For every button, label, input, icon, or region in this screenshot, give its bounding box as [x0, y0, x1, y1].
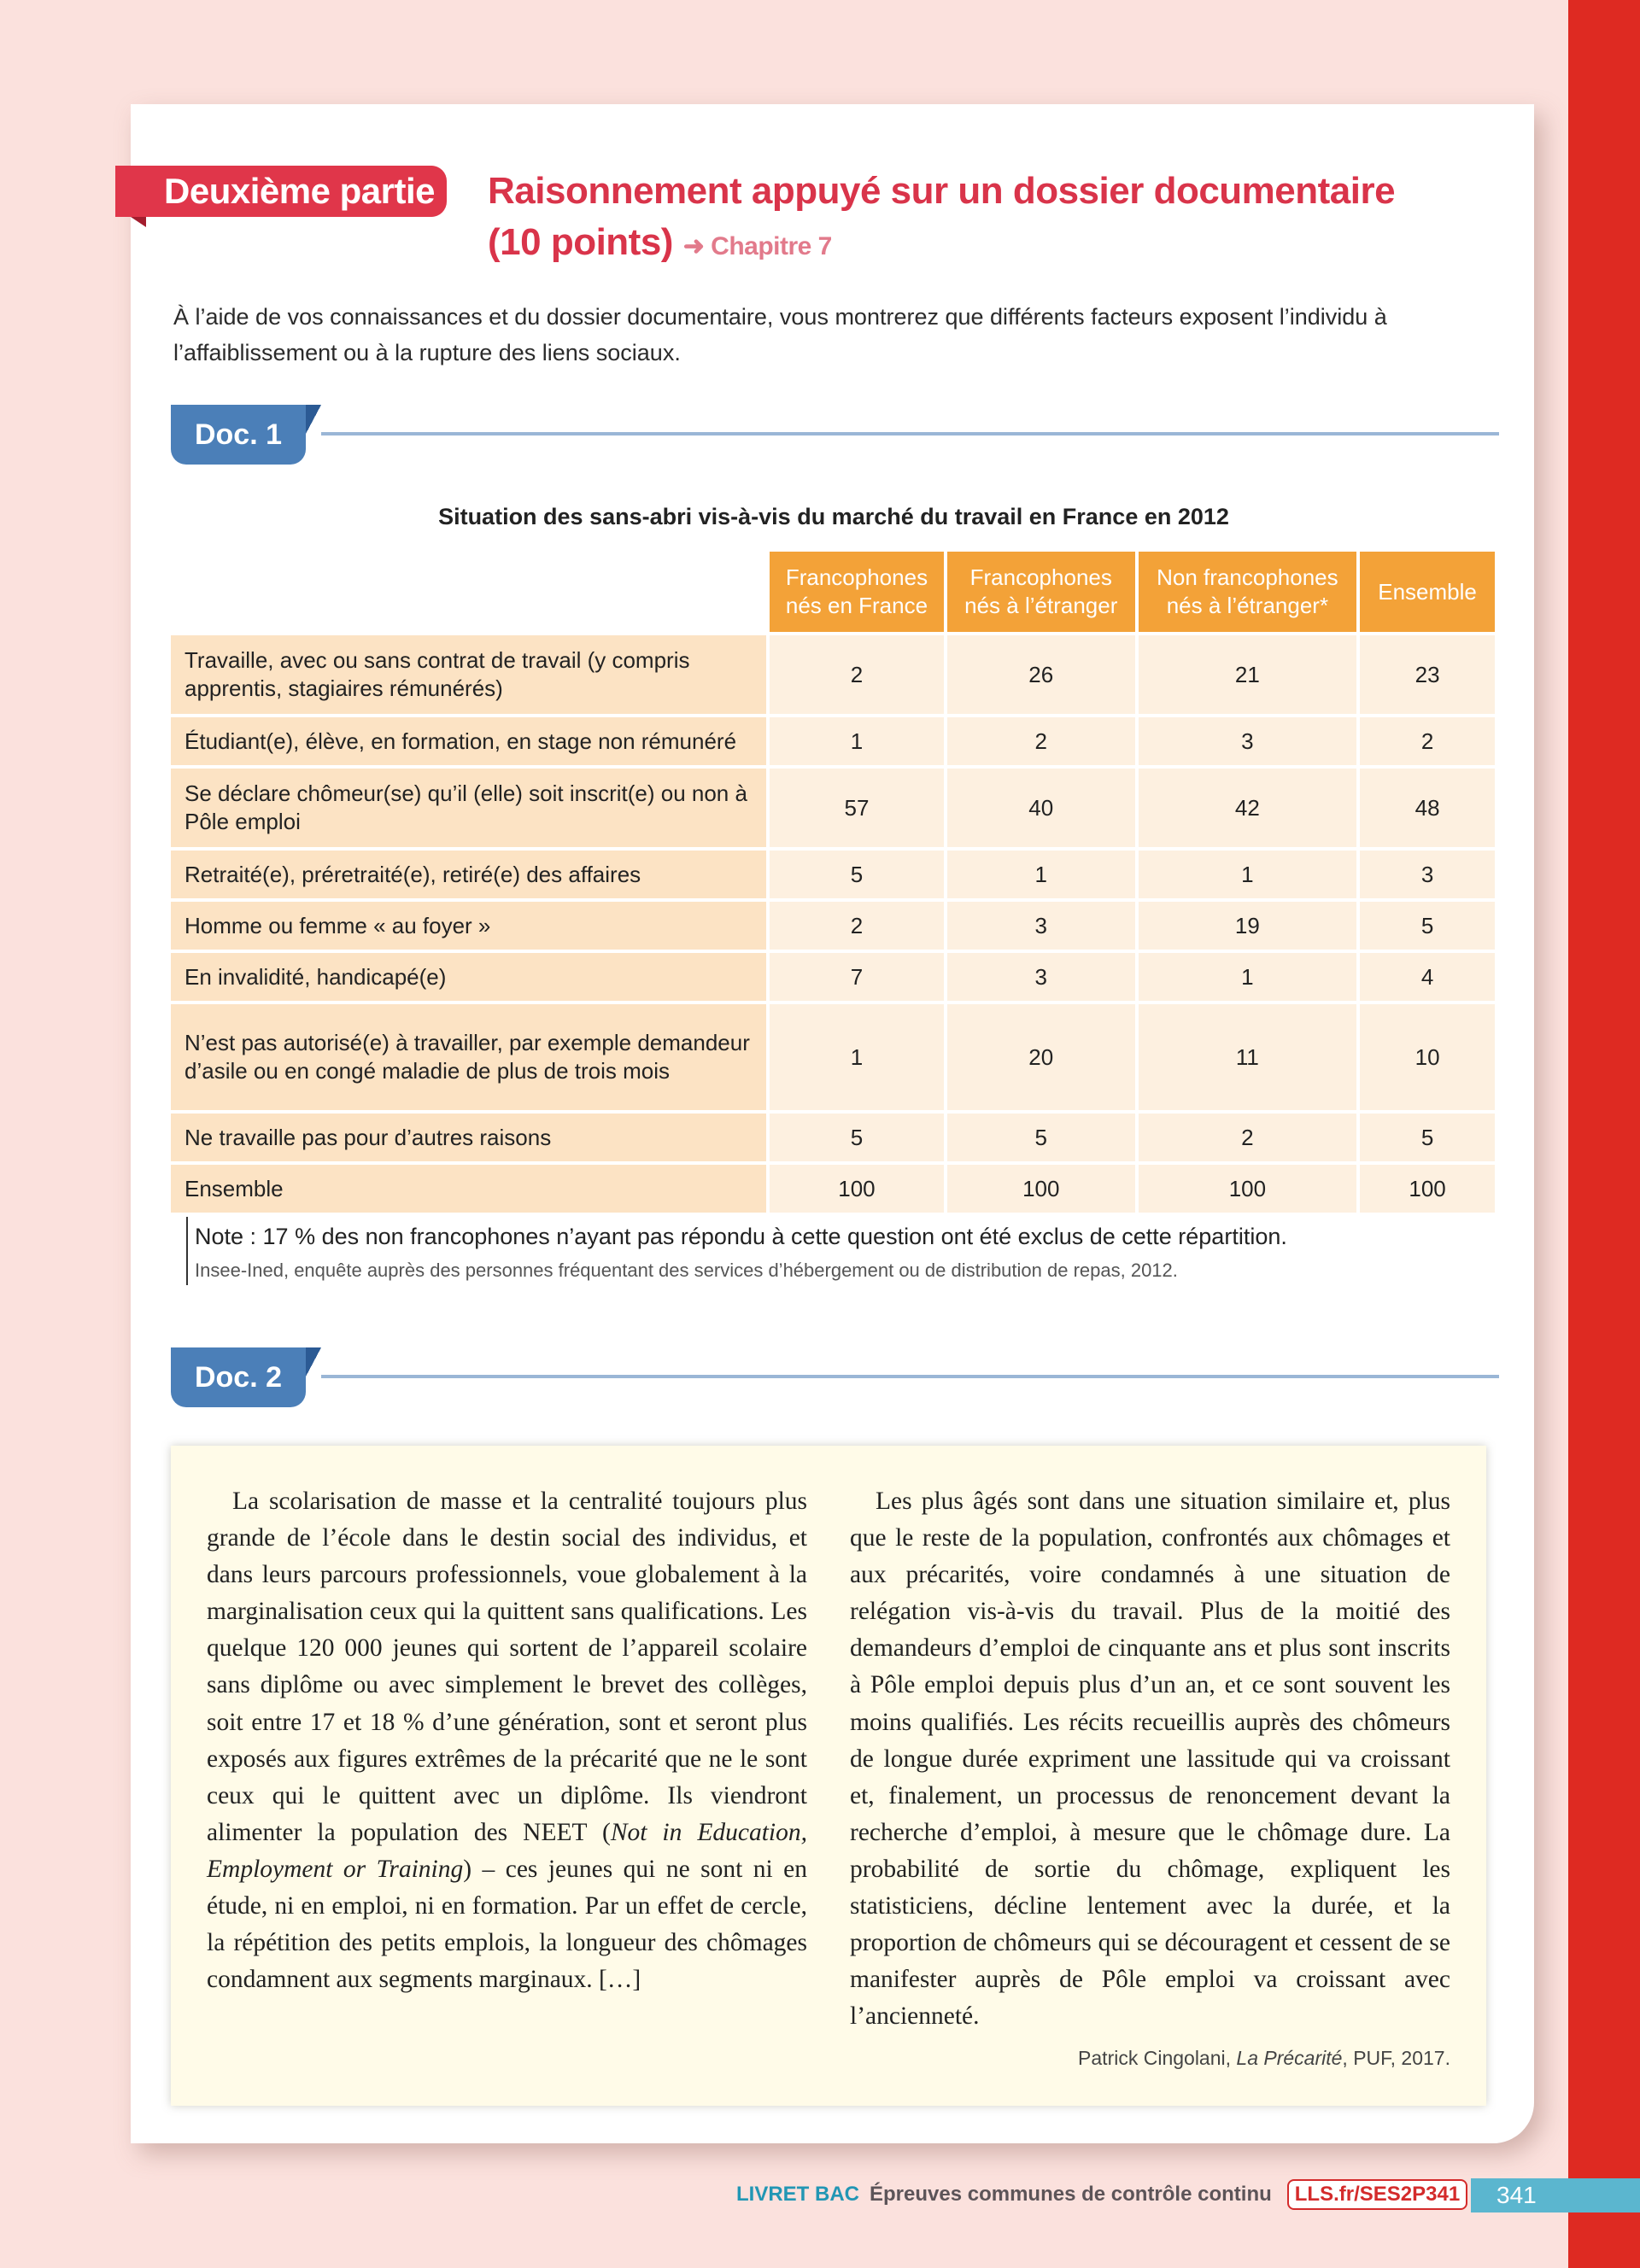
- doc-tag-fold: [306, 405, 321, 434]
- doc-tag-fold: [306, 1347, 321, 1377]
- row-label: N’est pas autorisé(e) à travailler, par exemple demandeur d’asile ou en congé maladie de plus de trois mois: [171, 1004, 766, 1110]
- table-header-row: [171, 552, 1495, 632]
- neet-definition: Not in Education, Employment or Training: [207, 1818, 807, 1883]
- cell: 3: [947, 953, 1135, 1001]
- cell: 42: [1139, 769, 1357, 847]
- cell: 2: [947, 717, 1135, 765]
- table-source: Insee-Ined, enquête auprès des personnes fréquentant des services d’hébergement ou de distribution de repas, 2012.: [195, 1260, 1178, 1281]
- doc-divider: [321, 1375, 1499, 1378]
- cell: 1: [1139, 953, 1357, 1001]
- citation: Patrick Cingolani, La Précarité, PUF, 2017.: [1078, 2047, 1450, 2069]
- cell: 5: [770, 850, 944, 898]
- header-blank: [171, 552, 766, 632]
- row-label: Ne travaille pas pour d’autres raisons: [171, 1114, 766, 1161]
- table-row: [171, 717, 1495, 765]
- doc2-tag: Doc. 2: [171, 1347, 306, 1407]
- cell: 3: [1139, 717, 1357, 765]
- cell: 2: [770, 635, 944, 714]
- col-header: Francophones nés à l’étranger: [947, 552, 1135, 632]
- table-row: [171, 635, 1495, 714]
- cell: 11: [1139, 1004, 1357, 1110]
- doc2-column-left: [207, 1483, 807, 1998]
- col-header: Francophones nés en France: [770, 552, 944, 632]
- row-label: Ensemble: [171, 1165, 766, 1213]
- page-number: 341: [1471, 2178, 1640, 2212]
- cell: 40: [947, 769, 1135, 847]
- cell: 100: [770, 1165, 944, 1213]
- paragraph: Les plus âgés sont dans une situation similaire et, plus que le reste de la population, confrontés aux chômages et aux précarités, voire condamnés à une situation de relégation vis-à-vis du travail. Plus de la moitié des demandeurs d’emploi de cinquante ans et plus sont inscrits à Pôle emploi depuis plus d’un an, et ce sont souvent les moins qualifiés. Les récits recueillis auprès des chômeurs de longue durée expriment une lassitude qui va croissant et, finalement, un processus de renoncement devant la recherche d’emploi, à mesure que le chômage dure. La probabilité de sortie du chômage, expliquent les statisticiens, décline lentement avec la durée, et la proportion de chômeurs qui se découragent et cessent de se manifester auprès de Pôle emploi va croissant avec l’ancienneté.: [850, 1488, 1450, 2031]
- data-table: [167, 548, 1498, 1216]
- cell: 57: [770, 769, 944, 847]
- table-footnotes: [186, 1217, 1485, 1285]
- table-title: Situation des sans-abri vis-à-vis du marché du travail en France en 2012: [438, 504, 1229, 529]
- cell: 26: [947, 635, 1135, 714]
- cell: 100: [1139, 1165, 1357, 1213]
- col-header: Ensemble: [1360, 552, 1495, 632]
- cell: 21: [1139, 635, 1357, 714]
- cell: 1: [1139, 850, 1357, 898]
- paragraph: La scolarisation de masse et la centralité toujours plus grande de l’école dans le destin social des individus, et dans leurs parcours professionnels, voue globalement à la marginalisation ceux qui la quittent sans qualifications. Les quelque 120 000 jeunes qui sortent de l’appareil scolaire sans diplôme ou avec simplement le brevet des collèges, soit entre 17 et 18 % d’une génération, sont et seront plus exposés aux figures extrêmes de la précarité que ne le sont ceux qui le quittent avec un diplôme. Ils viendront alimenter la population des NEET (Not in Education, Employment or Training) – ces jeunes qui ne sont ni en étude, ni en emploi, ni en formation. Par un effet de cercle, la répétition des petits emplois, la longueur des chômages condamnent aux segments marginaux. […]: [207, 1488, 807, 1994]
- table-row: [171, 953, 1495, 1001]
- cell: 23: [1360, 635, 1495, 714]
- table-note: Note : 17 % des non francophones n’ayant pas répondu à cette question ont été exclus de cette répartition.: [195, 1224, 1287, 1249]
- cell: 3: [1360, 850, 1495, 898]
- part-tag-fold: [115, 217, 146, 227]
- title-line-1: Raisonnement appuyé sur un dossier documentaire: [488, 170, 1396, 212]
- cell: 7: [770, 953, 944, 1001]
- cell: 48: [1360, 769, 1495, 847]
- row-label: Étudiant(e), élève, en formation, en stage non rémunéré: [171, 717, 766, 765]
- title-line-2: [488, 217, 1479, 272]
- row-label: Retraité(e), préretraité(e), retiré(e) des affaires: [171, 850, 766, 898]
- cell: 100: [947, 1165, 1135, 1213]
- cell: 5: [770, 1114, 944, 1161]
- table-row: [171, 850, 1495, 898]
- doc1-tag: Doc. 1: [171, 405, 306, 465]
- cell: 19: [1139, 902, 1357, 950]
- footer-subtitle: Épreuves communes de contrôle continu: [870, 2183, 1272, 2206]
- row-label: En invalidité, handicapé(e): [171, 953, 766, 1001]
- page-title: [488, 166, 1479, 272]
- doc-divider: [321, 432, 1499, 435]
- cell: 3: [947, 902, 1135, 950]
- cell: 1: [770, 1004, 944, 1110]
- footer-series: LIVRET BAC: [736, 2183, 859, 2206]
- table-row: [171, 1114, 1495, 1161]
- cell: 2: [770, 902, 944, 950]
- chapter-link[interactable]: ➜ Chapitre 7: [682, 232, 832, 260]
- col-header: Non francophones nés à l’étranger*: [1139, 552, 1357, 632]
- doc2-header: [171, 1347, 1499, 1407]
- page-footer: [736, 2179, 1467, 2210]
- table-row: [171, 902, 1495, 950]
- instructions: À l’aide de vos connaissances et du dossier documentaire, vous montrerez que différents facteurs exposent l’individu à l’affaiblissement ou à la rupture des liens sociaux.: [173, 304, 1387, 365]
- book-title: La Précarité: [1236, 2047, 1343, 2069]
- cell: 1: [770, 717, 944, 765]
- row-label: Homme ou femme « au foyer »: [171, 902, 766, 950]
- cell: 2: [1139, 1114, 1357, 1161]
- cell: 20: [947, 1004, 1135, 1110]
- row-label: Se déclare chômeur(se) qu’il (elle) soit inscrit(e) ou non à Pôle emploi: [171, 769, 766, 847]
- doc2-text-box: [171, 1446, 1486, 2106]
- cell: 2: [1360, 717, 1495, 765]
- doc1-header: [171, 405, 1499, 465]
- doc2-column-right: [850, 1483, 1450, 2035]
- row-label: Travaille, avec ou sans contrat de travail (y compris apprentis, stagiaires rémunérés): [171, 635, 766, 714]
- cell: 5: [947, 1114, 1135, 1161]
- points-label: (10 points): [488, 221, 673, 263]
- side-color-bar: [1568, 0, 1640, 2268]
- cell: 5: [1360, 902, 1495, 950]
- footer-link[interactable]: LLS.fr/SES2P341: [1287, 2179, 1467, 2210]
- cell: 1: [947, 850, 1135, 898]
- cell: 5: [1360, 1114, 1495, 1161]
- cell: 10: [1360, 1004, 1495, 1110]
- table-row: [171, 1004, 1495, 1110]
- cell: 4: [1360, 953, 1495, 1001]
- part-label: Deuxième partie: [115, 166, 447, 217]
- cell: 100: [1360, 1165, 1495, 1213]
- table-row-total: [171, 1165, 1495, 1213]
- table-row: [171, 769, 1495, 847]
